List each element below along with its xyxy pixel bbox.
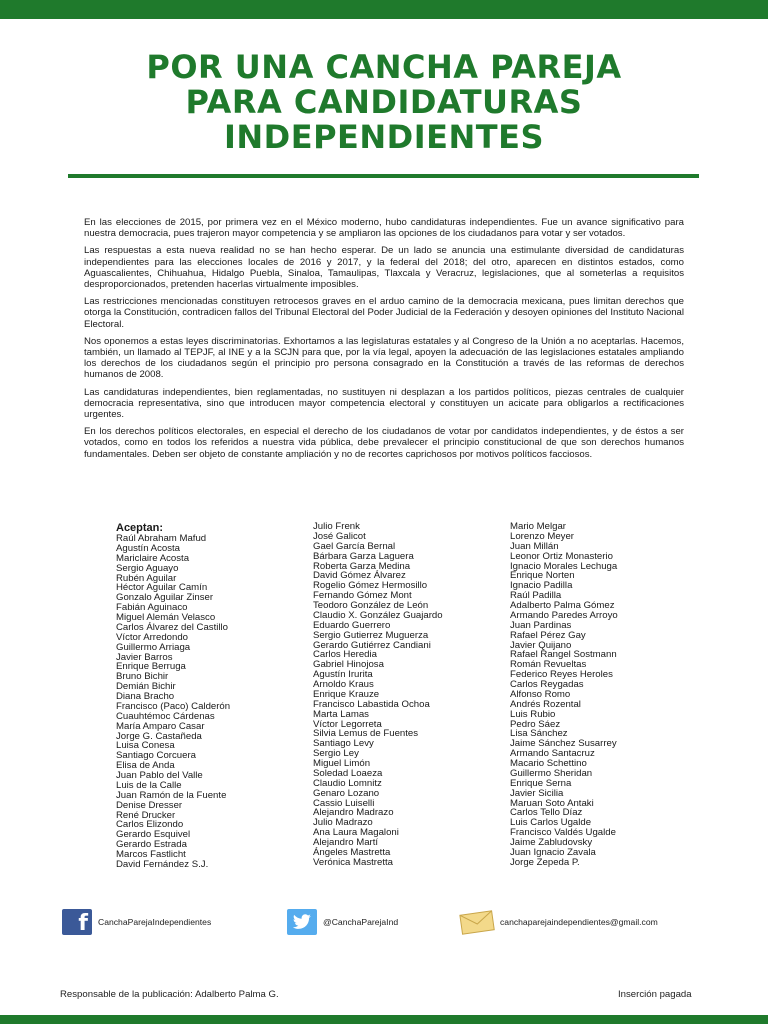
signer-name: Silvia Lemus de Fuentes [313, 728, 419, 740]
signer-name: Jaime Zabludovsky [510, 837, 593, 848]
signer-name: Carlos Heredia [313, 649, 377, 661]
signer-name: José Galicot [313, 530, 366, 542]
signer-name: Juan Pardinas [510, 619, 572, 631]
signer-name: Javier Barros [116, 651, 173, 663]
signer-name: Javier Sicilia [510, 787, 564, 799]
signer-name: Demián Bichir [116, 681, 176, 693]
signer-name: Lorenzo Meyer [510, 530, 574, 542]
signer-name: Sergio Ley [313, 748, 359, 760]
signer-name: Gerardo Estrada [116, 839, 187, 851]
signer-name: Guillermo Sheridan [510, 767, 593, 779]
envelope-icon [458, 909, 496, 935]
facebook-handle: CanchaParejaIndependientes [98, 917, 212, 927]
signer-name: Carlos Elizondo [116, 819, 184, 831]
signer-name: Ignacio Morales Lechuga [510, 560, 618, 572]
signer-name: Armando Santacruz [510, 748, 595, 760]
signer-name: Teodoro González de León [313, 600, 429, 611]
signer-name: David Gómez Álvarez [313, 570, 406, 582]
facebook-icon: f [62, 909, 92, 935]
paragraph: Las respuestas a esta nueva realidad no se han hecho esperar. De un lado se anuncia una estimulante diversidad de candidaturas independientes para las elecciones locales de 2016 y 2017, y la federal del 2018; del otro, aparecen en distintos estados, como Aguascalientes, Chihuahua, Hidalgo Puebla, Sinaloa, Tamaulipas, Tlaxcala y Veracruz, legislaciones, que al someterlas a requisitos desproporcionados, pretenden hacerlas virtualmente imposibles. [84, 245, 684, 291]
signer-name: Santiago Levy [313, 738, 374, 750]
signer-name: Adalberto Palma Gómez [510, 600, 615, 611]
signer-name: Miguel Limón [313, 758, 371, 769]
signer-name: René Drucker [116, 809, 176, 821]
signer-name: Julio Frenk [313, 521, 360, 532]
signer-name: Víctor Legorreta [313, 718, 382, 730]
signer-name: Leonor Ortiz Monasterio [510, 550, 613, 562]
signer-name: Eduardo Guerrero [313, 619, 391, 631]
signer-name: Pedro Sáez [510, 718, 561, 730]
top-green-bar [0, 0, 768, 19]
paragraph: Las restricciones mencionadas constituyen retrocesos graves en el arduo camino de la democracia mexicana, pues limitan derechos que otorga la Constitución, contradicen fallos del Tribunal Electoral del Poder Judicial de la Federación y desoyen opiniones del Instituto Nacional Electoral. [84, 296, 684, 330]
signer-name: Santiago Corcuera [116, 750, 196, 762]
signer-name: Juan Pablo del Valle [116, 770, 203, 781]
signer-name: Marcos Fastlicht [116, 849, 186, 860]
signers-column-1 [116, 522, 230, 870]
signer-name: Luisa Conesa [116, 740, 175, 752]
signer-name: Gonzalo Aguilar Zinser [116, 592, 214, 604]
signer-name: Luis Carlos Ugalde [510, 817, 592, 829]
twitter-handle: @CanchaParejaInd [323, 917, 399, 927]
signer-name: Miguel Alemán Velasco [116, 612, 216, 623]
signer-name: Bruno Bichir [116, 671, 169, 683]
signer-name: Gael García Bernal [313, 540, 396, 552]
paid-insertion-label: Inserción pagada [618, 989, 692, 1000]
signer-name: Cassio Luiselli [313, 797, 375, 809]
signer-name: Gabriel Hinojosa [313, 659, 384, 671]
signer-name: Jorge Zepeda P. [510, 856, 580, 868]
signer-name: Francisco (Paco) Calderón [116, 700, 231, 712]
signer-name: Jaime Sánchez Susarrey [510, 738, 617, 750]
signer-name: Claudio X. González Guajardo [313, 609, 443, 621]
email-contact[interactable] [458, 909, 658, 935]
signer-name: Federico Reyes Heroles [510, 669, 613, 681]
signers-column-2 [313, 522, 443, 868]
signer-name: Andrés Rozental [510, 698, 581, 710]
paragraph: Las candidaturas independientes, bien reglamentadas, no sustituyen ni desplazan a los partidos políticos, piezas centrales de cualquier democracia representativa, sino que introducen mayor competencia electoral y constituyen un acicate para obligarlos a rectificaciones urgentes. [84, 386, 684, 421]
title-line-2: PARA CANDIDATURAS [185, 83, 583, 121]
bottom-green-bar [0, 1015, 768, 1024]
signer-name: Enrique Krauze [313, 688, 380, 700]
title-line-3: INDEPENDIENTES [223, 118, 545, 156]
email-address: canchaparejaindependientes@gmail.com [500, 917, 658, 927]
signer-name: Javier Quijano [510, 639, 572, 651]
signer-name: Verónica Mastretta [313, 856, 393, 868]
signers-column-3 [510, 522, 618, 868]
signer-name: Genaro Lozano [313, 787, 380, 799]
paragraph: En los derechos políticos electorales, en especial el derecho de los ciudadanos de votar por candidatos independientes, y de éstos a ser votados, como en todos los referidos a nuestra vida pública, debe prevalecer el principio constitucional de que son derechos humanos fundamentales. Deben ser objeto de constante ampliación y no de recortes caprichosos por motivos políticos facciosos. [84, 426, 684, 460]
signer-name: Soledad Loaeza [313, 767, 383, 779]
signer-name: Raúl Abraham Mafud [116, 533, 207, 544]
signer-name: Alejandro Martí [313, 837, 379, 848]
signer-name: Víctor Arredondo [116, 631, 188, 643]
signer-name: Macario Schettino [510, 758, 587, 769]
signer-name: Diana Bracho [116, 691, 175, 702]
signer-name: Mariclaire Acosta [116, 552, 190, 564]
signer-name: Agustín Irurita [313, 669, 373, 681]
signer-name: Francisco Valdés Ugalde [510, 827, 616, 839]
signer-name: Fabián Aguinaco [116, 602, 188, 614]
signer-name: Denise Dresser [116, 799, 183, 811]
signer-name: Claudio Lomnitz [313, 777, 382, 789]
signer-name: Armando Paredes Arroyo [510, 609, 618, 621]
signer-name: David Fernández S.J. [116, 858, 209, 870]
signer-name: Carlos Tello Díaz [510, 807, 583, 819]
signer-name: Juan Ramón de la Fuente [116, 789, 227, 801]
signer-name: Maruan Soto Antaki [510, 797, 594, 809]
publication-responsible: Responsable de la publicación: Adalberto Palma G. [60, 989, 279, 1000]
signer-name: Julio Madrazo [313, 817, 373, 829]
signer-name: Enrique Norten [510, 570, 575, 582]
signer-name: Rubén Aguilar [116, 572, 177, 584]
signer-name: Enrique Berruga [116, 661, 186, 673]
signer-name: Enrique Serna [510, 777, 572, 789]
title-underline [68, 174, 699, 178]
signer-name: Agustín Acosta [116, 542, 180, 554]
paragraph: Nos oponemos a estas leyes discriminatorias. Exhortamos a las legislaturas estatales y al Congreso de la Unión a no aceptarlas. Hacemos, también, un llamado al TEPJF, al INE y a la SCJN para que, por la vía legal, apoyen la adecuación de las legislaciones estatales ampliando los derechos de los ciudadanos según el principio pro persona consagrado en la Constitución a través de las reformas de derechos humanos de 2008. [84, 335, 684, 381]
signer-name: Guillermo Arriaga [116, 641, 191, 653]
signer-name: Roberta Garza Medina [313, 560, 411, 572]
facebook-contact[interactable] [62, 909, 211, 935]
signer-name: Luis de la Calle [116, 779, 182, 791]
signer-name: Gerardo Gutiérrez Candiani [313, 639, 431, 651]
signer-name: Rafael Pérez Gay [510, 629, 586, 641]
signer-name: Juan Millán [510, 540, 559, 552]
signer-name: Lisa Sánchez [510, 728, 568, 740]
signer-name: Carlos Álvarez del Castillo [116, 621, 228, 633]
signer-name: Gerardo Esquivel [116, 829, 191, 841]
page-title [60, 50, 708, 155]
signer-name: María Amparo Casar [116, 720, 205, 732]
signer-name: Rogelio Gómez Hermosillo [313, 580, 428, 592]
signer-name: Ignacio Padilla [510, 580, 573, 592]
paragraph: En las elecciones de 2015, por primera vez en el México moderno, hubo candidaturas independientes. Fue un avance significativo para nuestra democracia, pues trajeron mayor competencia y se ampliaron las opciones de los ciudadanos para votar y ser votados. [84, 217, 684, 240]
signer-name: Jorge G. Castañeda [116, 730, 202, 742]
manifesto-body [84, 217, 684, 466]
signer-name: Alfonso Romo [510, 688, 571, 700]
signer-name: Francisco Labastida Ochoa [313, 698, 430, 710]
signer-name: Sergio Aguayo [116, 562, 179, 574]
signer-name: Raúl Padilla [510, 590, 562, 602]
title-line-1: POR UNA CANCHA PAREJA [146, 48, 622, 86]
signer-name: Cuauhtémoc Cárdenas [116, 710, 215, 722]
signer-name: Arnoldo Kraus [313, 679, 374, 690]
signer-name: Fernando Gómez Mont [313, 590, 412, 602]
signers-heading: Aceptan: [116, 522, 164, 534]
twitter-contact[interactable] [287, 909, 398, 935]
signer-name: Héctor Aguilar Camín [116, 582, 208, 594]
signer-name: Alejandro Madrazo [313, 807, 394, 819]
signer-name: Marta Lamas [313, 708, 369, 720]
signer-name: Ana Laura Magaloni [313, 827, 399, 839]
signer-name: Rafael Rangel Sostmann [510, 649, 617, 661]
twitter-bird-icon [287, 909, 317, 935]
signer-name: Elisa de Anda [116, 760, 175, 772]
signer-name: Juan Ignacio Zavala [510, 846, 596, 858]
signer-name: Román Revueltas [510, 659, 587, 671]
signer-name: Carlos Reygadas [510, 679, 584, 690]
signer-name: Mario Melgar [510, 521, 566, 532]
signer-name: Ángeles Mastretta [313, 846, 391, 858]
signer-name: Sergio Gutierrez Muguerza [313, 629, 429, 641]
signer-name: Bárbara Garza Laguera [313, 550, 414, 562]
signer-name: Luis Rubio [510, 708, 556, 720]
